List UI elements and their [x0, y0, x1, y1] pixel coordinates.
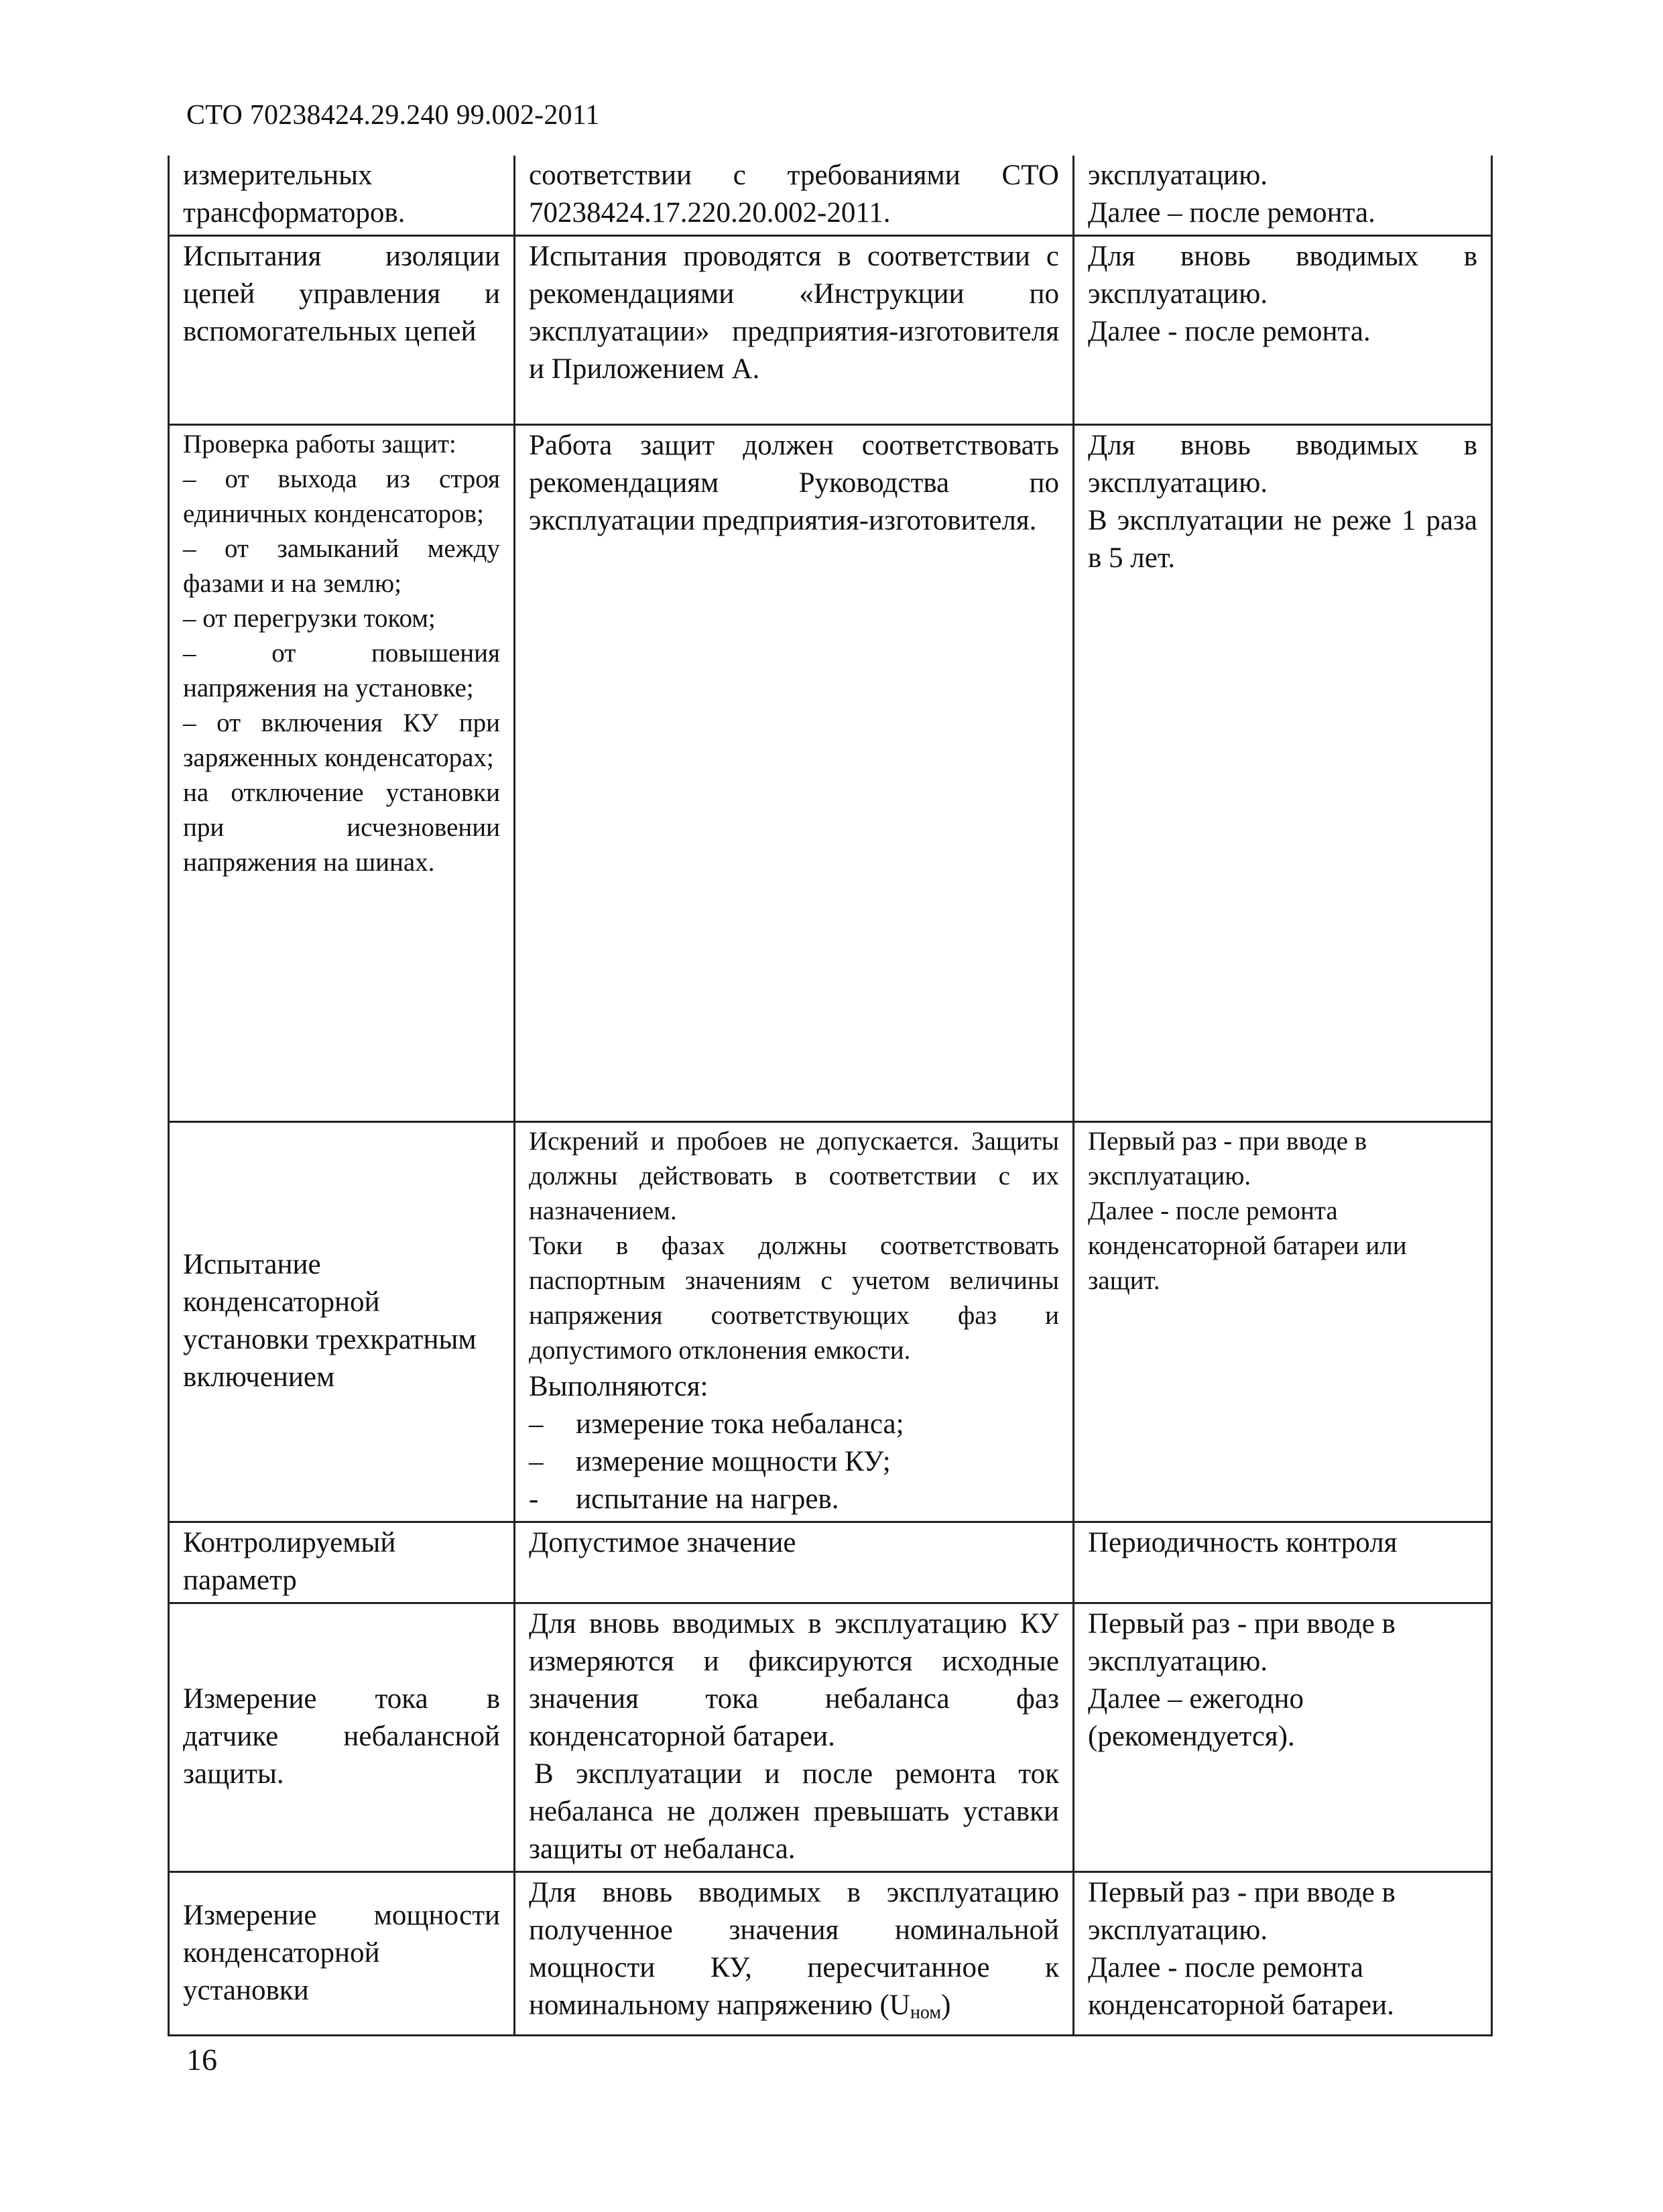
page-number: 16: [186, 2042, 217, 2077]
subscript: ном: [910, 2002, 942, 2023]
column-header-parameter: [169, 1522, 515, 1603]
cell-periodicity: [1074, 236, 1492, 425]
list-dash: –: [529, 1446, 544, 1477]
cell-periodicity: [1074, 156, 1492, 236]
cell-parameter: [169, 1122, 515, 1522]
list-item: – от замыканий между фазами и на землю;: [183, 534, 500, 598]
cell-text: В эксплуатации и после ремонта ток небаланса не должен превышать уставки защиты от небаланса.: [529, 1758, 1059, 1865]
cell-text: измерительных: [183, 160, 373, 191]
list-item: [529, 1406, 1059, 1443]
cell-text: Искрений и пробоев не допускается. Защиты должны действовать в соответствии с их назначением.: [529, 1127, 1059, 1225]
cell-parameter: [169, 156, 515, 236]
cell-text: Для вновь вводимых в эксплуатацию.: [1088, 430, 1477, 499]
list-item-text: измерение мощности КУ;: [576, 1446, 891, 1477]
cell-text: В эксплуатации не реже 1 раза в 5 лет.: [1088, 505, 1477, 574]
cell-text: Работа защит должен соответствовать рекомендациям Руководства по эксплуатации предприятия-изготовителя.: [529, 430, 1059, 536]
list-item: [529, 1443, 1059, 1481]
list-item: [529, 1481, 1059, 1518]
header-text: Периодичность контроля: [1088, 1527, 1398, 1558]
cell-requirement: [515, 236, 1074, 425]
list-dash: -: [529, 1483, 539, 1515]
table-row: [169, 1603, 1492, 1872]
cell-text: Первый раз - при вводе в эксплуатацию.: [1088, 1127, 1367, 1190]
column-header-periodicity: [1074, 1522, 1492, 1603]
table-row: [169, 1122, 1492, 1522]
cell-requirement: [515, 1603, 1074, 1872]
cell-parameter: [169, 1603, 515, 1872]
cell-requirement: [515, 425, 1074, 1122]
cell-text: Далее – после ремонта.: [1088, 197, 1375, 229]
list-item: – от включения КУ при заряженных конденсаторах;: [183, 709, 500, 772]
cell-parameter: [169, 425, 515, 1122]
header-text: Контролируемый параметр: [183, 1527, 396, 1596]
cell-requirement: [515, 1872, 1074, 2036]
table-row: [169, 1872, 1492, 2036]
cell-requirement: [515, 156, 1074, 236]
cell-text: Для вновь вводимых в эксплуатацию.: [1088, 241, 1477, 310]
cell-text: Токи в фазах должны соответствовать паспортным значениям с учетом величины напряжения соответствующих фаз и допустимого отклонения емкости.: [529, 1231, 1059, 1365]
cell-periodicity: [1074, 425, 1492, 1122]
list-dash: –: [529, 1408, 544, 1440]
cell-text: Первый раз - при вводе в эксплуатацию.: [1088, 1877, 1396, 1946]
table-header-row: [169, 1522, 1492, 1603]
cell-text: Испытания проводятся в соответствии с рекомендациями «Инструкции по эксплуатации» предприятия-изготовителя и Приложением А.: [529, 241, 1059, 385]
cell-text: [529, 1874, 1059, 2032]
column-header-value: [515, 1522, 1074, 1603]
cell-text: эксплуатацию.: [1088, 160, 1268, 191]
list-item: – от повышения напряжения на установке;: [183, 639, 500, 702]
cell-text: Первый раз - при вводе в эксплуатацию.: [1088, 1608, 1396, 1677]
cell-periodicity: [1074, 1603, 1492, 1872]
header-text: Допустимое значение: [529, 1527, 796, 1558]
cell-text: Испытания изоляции цепей управления и вспомогательных цепей: [183, 241, 500, 347]
list-item: – от перегрузки током;: [183, 604, 436, 633]
cell-text: Далее - после ремонта.: [1088, 316, 1371, 347]
table-row: [169, 236, 1492, 425]
closing-paren: ): [941, 1989, 951, 2021]
cell-text: Выполняются:: [529, 1371, 709, 1402]
list-item-text: измерение тока небаланса;: [576, 1408, 904, 1440]
cell-text: Далее - после ремонта конденсаторной батареи.: [1088, 1952, 1394, 2021]
cell-text: Проверка работы защит:: [183, 430, 456, 458]
cell-periodicity: [1074, 1872, 1492, 2036]
cell-text: Далее - после ремонта конденсаторной батареи или защит.: [1088, 1196, 1407, 1295]
document-code-header: СТО 70238424.29.240 99.002-2011: [186, 100, 600, 131]
cell-requirement: [515, 1122, 1074, 1522]
list-item-text: испытание на нагрев.: [576, 1483, 839, 1515]
cell-text: Измерение мощности конденсаторной установки: [183, 1899, 500, 2006]
cell-parameter: [169, 236, 515, 425]
cell-text-main: Для вновь вводимых в эксплуатацию полученное значения номинальной мощности КУ, пересчитанное к номинальному напряжению (U: [529, 1877, 1059, 2021]
table-row: [169, 156, 1492, 236]
cell-text: на отключение установки при исчезновении напряжения на шинах.: [183, 778, 500, 877]
test-requirements-table: [168, 156, 1493, 2036]
cell-periodicity: [1074, 1122, 1492, 1522]
cell-text: Испытание конденсаторной установки трехкратным включением: [183, 1249, 477, 1393]
cell-parameter: [169, 1872, 515, 2036]
cell-text: трансформаторов.: [183, 197, 406, 229]
cell-text: Для вновь вводимых в эксплуатацию КУ измеряются и фиксируются исходные значения тока небаланса фаз конденсаторной батареи.: [529, 1608, 1059, 1752]
list-item: – от выхода из строя единичных конденсаторов;: [183, 465, 500, 528]
cell-text: Измерение тока в датчике небалансной защиты.: [183, 1683, 500, 1790]
cell-text: соответствии с требованиями СТО 70238424.17.220.20.002-2011.: [529, 160, 1059, 229]
cell-text: Далее – ежегодно (рекомендуется).: [1088, 1683, 1304, 1752]
table-row: [169, 425, 1492, 1122]
